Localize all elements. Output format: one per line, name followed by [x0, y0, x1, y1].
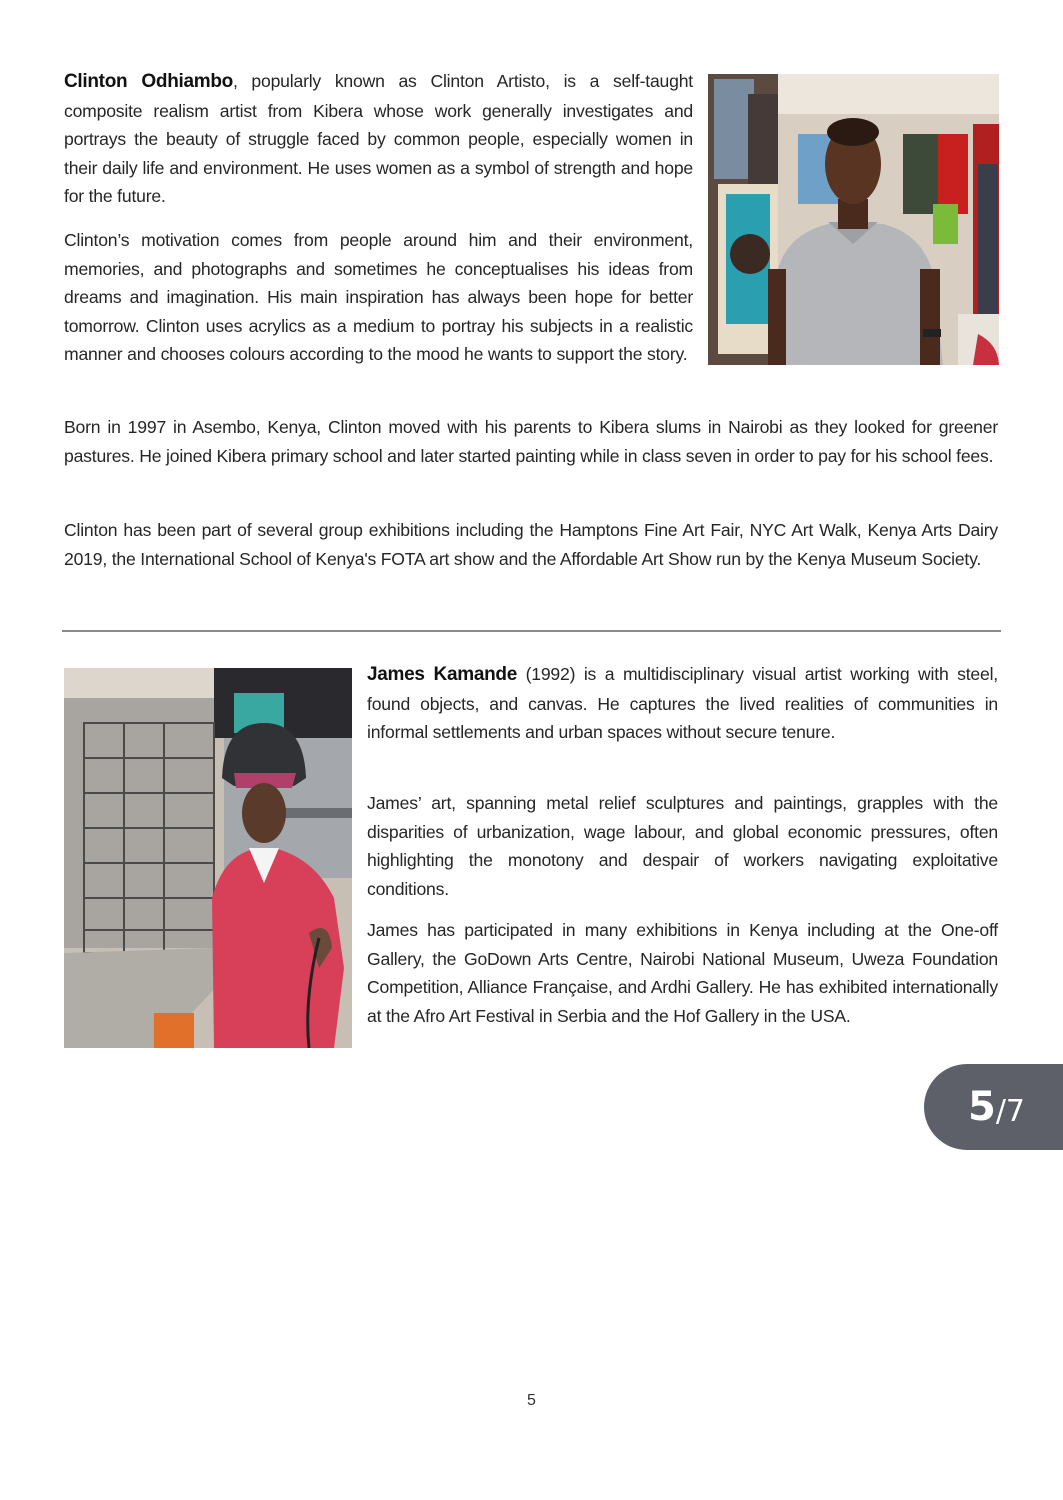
clinton-bio-background: Born in 1997 in Asembo, Kenya, Clinton moved with his parents to Kibera slums in Nairobi as they looked for greener pastures. He joined Kibera primary school and later started painting while in class seven in order to pay for his school fees. — [64, 417, 998, 466]
portrait-image-icon — [64, 668, 352, 1048]
page-indicator-badge — [924, 1064, 1063, 1150]
clinton-portrait-photo — [708, 74, 999, 365]
clinton-bio-exhibitions: Clinton has been part of several group exhibitions including the Hamptons Fine Art Fair, NYC Art Walk, Kenya Arts Dairy 2019, the International School of Kenya's FOTA art show and the Affordable Art Show run by the Kenya Museum Society. — [64, 520, 998, 569]
clinton-bio-motivation: Clinton’s motivation comes from people around him and their environment, memories, and photographs and sometimes he conceptualises his ideas from dreams and imagination. His main inspiration has always been hope for better tomorrow. Clinton uses acrylics as a medium to portray his subjects in a realistic manner and chooses colours according to the mood he wants to support the story. — [64, 230, 693, 365]
current-page: 5 — [967, 1084, 996, 1130]
james-bio-intro: James Kamande (1992) is a multidisciplinary visual artist working with steel, found objects, and canvas. He captures the lived realities of communities in informal settlements and urban spaces without secure tenure. — [367, 664, 998, 743]
james-bio-exhibitions: James has participated in many exhibitions in Kenya including at the One-off Gallery, the GoDown Arts Centre, Nairobi National Museum, Uweza Foundation Competition, Alliance Française, and Ardhi Gallery. He has exhibited internationally at the Afro Art Festival in Serbia and the Hof Gallery in the USA. — [367, 920, 998, 1026]
page-number-footer: 5 — [527, 1392, 536, 1409]
total-pages: /7 — [995, 1093, 1026, 1129]
artist-name-clinton: Clinton Odhiambo — [64, 71, 233, 92]
james-portrait-photo — [64, 668, 352, 1048]
artist-name-james: James Kamande — [367, 664, 517, 685]
portrait-image-icon — [708, 74, 999, 365]
section-divider — [62, 630, 1001, 632]
clinton-bio-intro: Clinton Odhiambo, popularly known as Clinton Artisto, is a self-taught composite realism artist from Kibera whose work generally investigates and portrays the beauty of struggle faced by common people, especially women in their daily life and environment. He uses women as a symbol of strength and hope for the future. — [64, 71, 693, 207]
james-bio-themes: James’ art, spanning metal relief sculptures and paintings, grapples with the disparities of urbanization, wage labour, and global economic pressures, often highlighting the monotony and despair of workers navigating exploitative conditions. — [367, 793, 998, 899]
